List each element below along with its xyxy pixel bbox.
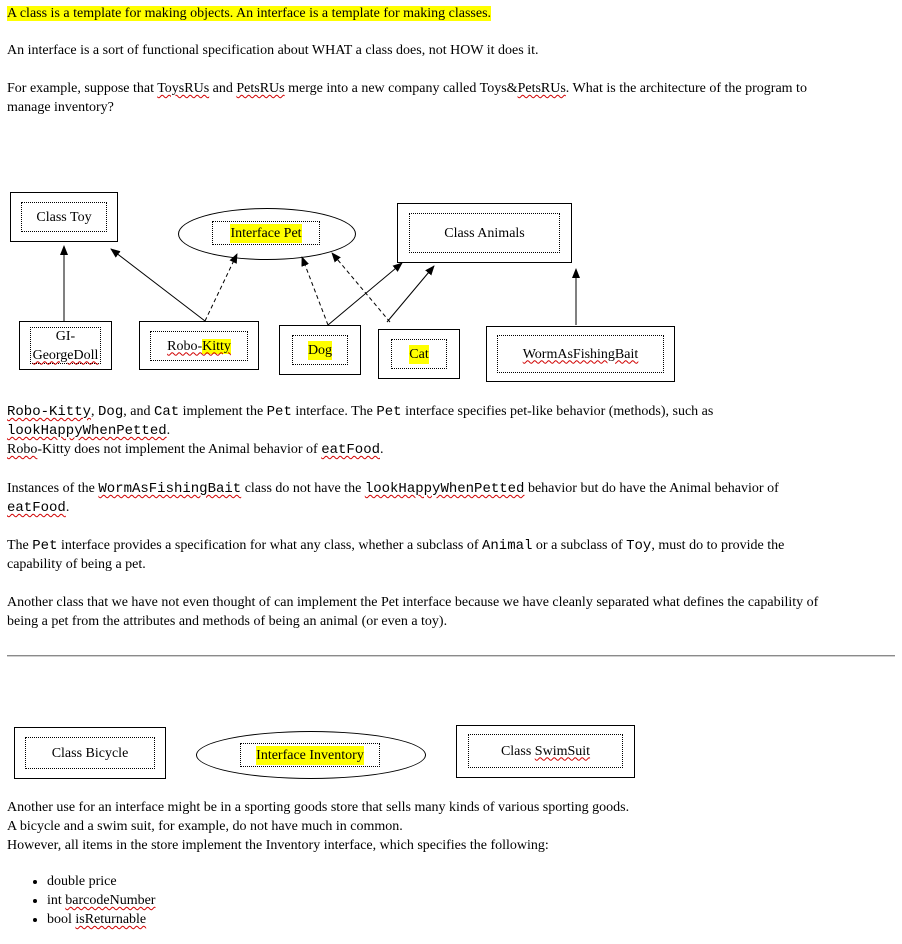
text-span: Kitty	[202, 338, 231, 354]
explain-p5-line1: Another class that we have not even thought of can implement the Pet interface because we have cleanly separated what defines the capability of	[7, 595, 819, 610]
text-span: Interface Inventory	[256, 747, 364, 763]
explain-p4-line2: capability of being a pet.	[7, 557, 146, 572]
text-span: Robo-Kitty	[7, 404, 92, 420]
text-span: double price	[47, 874, 117, 889]
text-span: isReturnable	[75, 912, 147, 927]
class-bicycle-label: Class Bicycle	[25, 737, 155, 769]
text-span: eatFood	[321, 442, 380, 458]
text-span: or a subclass of	[532, 538, 627, 553]
text-span: behavior but do have the Animal behavior of	[524, 481, 779, 496]
explain-p5-line2: being a pet from the attributes and methods of being an animal (or even a toy).	[7, 614, 448, 629]
text-span: Robo-	[167, 338, 203, 354]
text-span: interface specifies pet-like behavior (methods), such as	[401, 404, 714, 419]
text-span: PetsRUs	[236, 81, 285, 96]
text-span: lookHappyWhenPetted	[364, 481, 525, 497]
text-span: Interface Pet	[230, 225, 302, 241]
text-span: class do not have the	[241, 481, 365, 496]
text-span: eatFood	[7, 500, 66, 516]
text-span: Dog	[98, 404, 124, 420]
text-span: PetsRUs	[517, 81, 566, 96]
intro-highlight: A class is a template for making objects. An interface is a template for making classes.	[7, 6, 492, 21]
inventory-list	[27, 872, 155, 929]
text-span: Pet	[376, 404, 402, 420]
text-span: , must do to provide the	[651, 538, 785, 553]
store-line-1: Another use for an interface might be in a sporting goods store that sells many kinds of various sporting goods.	[7, 800, 630, 815]
arrow-cat-to-pet	[332, 253, 390, 322]
text-span: -Kitty does not implement the Animal behavior of	[37, 442, 322, 457]
arrow-dog-to-animals	[328, 263, 402, 325]
class-bicycle-box	[14, 727, 166, 779]
intro-line-2: An interface is a sort of functional specification about WHAT a class does, not HOW it does it.	[7, 43, 539, 58]
list-item	[47, 910, 155, 929]
text-span: bool	[47, 912, 76, 927]
explain-p1-line1	[7, 402, 713, 422]
text-span: ToysRUs	[157, 81, 210, 96]
text-span: int	[47, 893, 66, 908]
class-swimsuit-box	[456, 725, 635, 778]
arrow-robo-to-pet	[205, 254, 237, 321]
list-item	[47, 872, 155, 891]
list-item	[47, 891, 155, 910]
text-span: WormAsFishingBait	[98, 481, 242, 497]
text-span: For example, suppose that	[7, 81, 158, 96]
text-span: implement the	[179, 404, 267, 419]
text-span: SwimSuit	[534, 743, 591, 759]
text-span: Instances of the	[7, 481, 99, 496]
explain-p3-line2	[7, 498, 69, 518]
interface-inventory-ellipse	[196, 731, 426, 779]
text-span: Cat	[153, 404, 180, 420]
horizontal-divider	[7, 655, 895, 657]
text-span: .	[166, 423, 171, 438]
text-span: .	[380, 442, 384, 457]
arrow-robo-to-toy	[111, 249, 205, 321]
arrow-cat-to-animals	[387, 266, 434, 322]
class-animals-label: Class Animals	[409, 213, 560, 253]
explain-p2	[7, 440, 384, 460]
text-span: interface provides a specification for what any class, whether a subclass of	[57, 538, 482, 553]
text-span: Robo	[7, 442, 38, 457]
text-span: merge into a new company called Toys&	[284, 81, 518, 96]
text-span: GI-	[55, 328, 76, 344]
text-span: Animal	[482, 538, 533, 554]
store-line-3: However, all items in the store implement the Inventory interface, which specifies the following:	[7, 838, 549, 853]
arrow-dog-to-pet	[302, 257, 328, 325]
text-span: .	[65, 500, 70, 515]
explain-p4-line1	[7, 536, 784, 556]
text-span: WormAsFishingBait	[522, 346, 639, 362]
text-span: Cat	[409, 346, 429, 362]
text-span: and	[209, 81, 237, 96]
text-span: Pet	[32, 538, 58, 554]
store-line-2: A bicycle and a swim suit, for example, do not have much in common.	[7, 819, 403, 834]
text-span: barcodeNumber	[65, 893, 156, 908]
interface-inventory-label	[240, 743, 380, 767]
intro-line-4: manage inventory?	[7, 100, 114, 115]
text-span: Class	[500, 743, 535, 759]
text-span: Dog	[307, 342, 333, 358]
text-span: lookHappyWhenPetted	[7, 423, 167, 439]
text-span: ,	[91, 404, 99, 419]
text-span: Toy	[626, 538, 652, 554]
text-span: Pet	[266, 404, 292, 420]
text-span: . What is the architecture of the program to	[565, 81, 807, 96]
class-swimsuit-label	[468, 734, 623, 768]
text-span: , and	[123, 404, 154, 419]
class-toy-label: Class Toy	[21, 202, 107, 232]
text-span: GeorgeDoll	[32, 347, 99, 363]
text-span: The	[7, 538, 33, 553]
explain-p1-line2	[7, 421, 170, 441]
text-span: interface. The	[291, 404, 377, 419]
explain-p3-line1	[7, 479, 779, 499]
